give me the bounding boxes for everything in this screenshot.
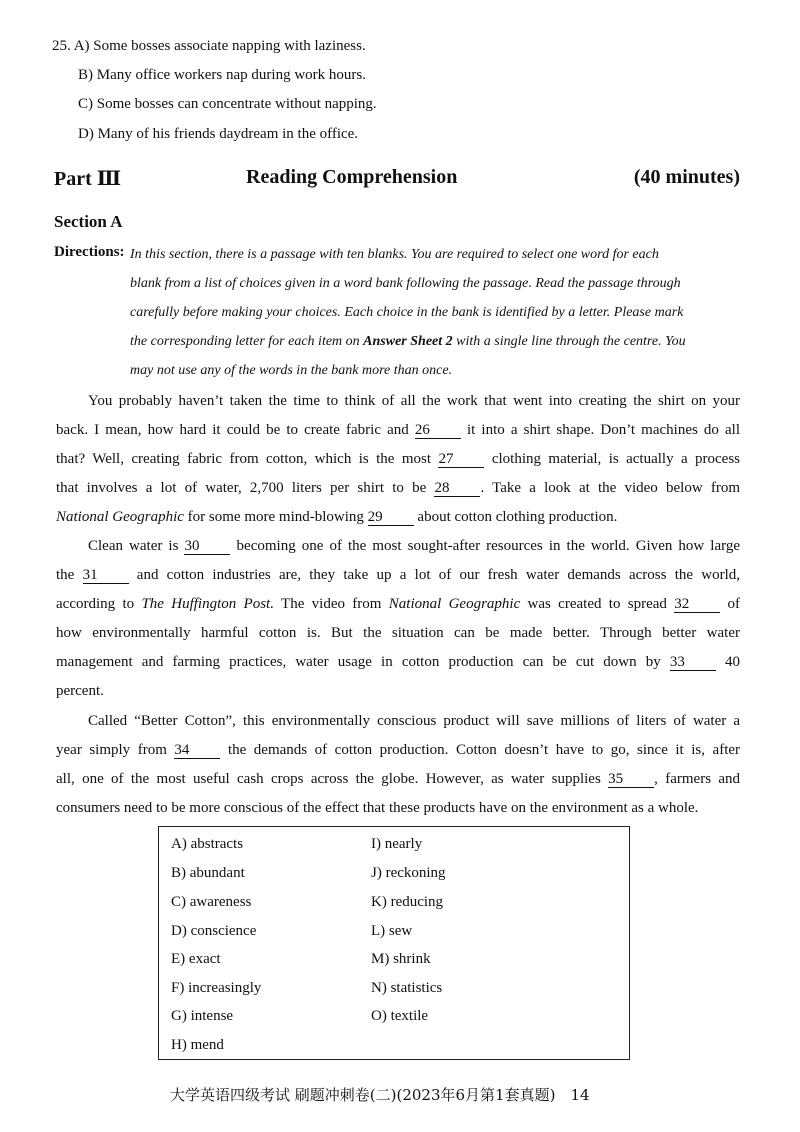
source-name: National Geographic xyxy=(388,596,521,612)
word-bank xyxy=(158,826,630,1060)
passage-line: how environmentally harmful cotton is. But the situation can be made better. Through better water xyxy=(56,625,740,641)
word-bank-item: D) conscience xyxy=(171,923,257,939)
blank-27: 27 xyxy=(438,452,484,468)
part-time: (40 minutes) xyxy=(633,166,740,188)
part-title: Reading Comprehension xyxy=(246,166,458,188)
word-bank-item: E) exact xyxy=(171,951,221,967)
word-bank-item: C) awareness xyxy=(171,894,252,910)
passage-line: Called “Better Cotton”, this environmentally conscious product will save millions of liters of water a xyxy=(88,713,740,729)
directions-line: blank from a list of choices given in a word bank following the passage. Read the passage through xyxy=(130,276,681,291)
passage-line: back. I mean, how hard it could be to create fabric and 26 it into a shirt shape. Don’t machines do all xyxy=(56,422,741,438)
source-name: The Huffington Post. xyxy=(141,596,274,612)
passage-line: management and farming practices, water usage in cotton production can be cut down by 33 40 xyxy=(56,654,741,670)
word-bank-item: H) mend xyxy=(171,1037,224,1053)
q25-option-b: B) Many office workers nap during work hours. xyxy=(78,67,366,83)
directions-label: Directions: xyxy=(54,244,125,260)
page-footer: 大学英语四级考试 刷题冲刺卷(二)(2023年6月第1套真题) 14 xyxy=(170,1086,590,1104)
question-number: 25. xyxy=(52,38,71,54)
passage-line: consumers need to be more conscious of the effect that these products have on the environment as a whole. xyxy=(56,800,699,816)
answer-sheet-ref: Answer Sheet 2 xyxy=(363,334,453,349)
passage-line: You probably haven’t taken the time to think of all the work that went into creating the shirt on your xyxy=(88,393,740,409)
passage-line: Clean water is 30 becoming one of the most sought-after resources in the world. Given how large xyxy=(88,538,741,554)
blank-28: 28 xyxy=(434,481,480,497)
q25-option-d: D) Many of his friends daydream in the office. xyxy=(78,126,359,142)
passage-line: all, one of the most useful cash crops across the globe. However, as water supplies 35 , farmers and xyxy=(56,771,741,787)
blank-29: 29 xyxy=(368,510,414,526)
word-bank-item: G) intense xyxy=(171,1008,234,1024)
q25-option-c: C) Some bosses can concentrate without napping. xyxy=(78,96,377,112)
directions-line: may not use any of the words in the bank more than once. xyxy=(130,363,453,378)
passage-line: National Geographic for some more mind-blowing 29 about cotton clothing production. xyxy=(56,509,618,525)
word-bank-item: L) sew xyxy=(371,923,413,939)
directions-line: the corresponding letter for each item on Answer Sheet 2 with a single line through the centre. You xyxy=(130,334,686,349)
word-bank-item: F) increasingly xyxy=(171,980,262,996)
blank-26: 26 xyxy=(415,423,461,439)
word-bank-item: N) statistics xyxy=(371,980,443,996)
passage-line: year simply from 34 the demands of cotton production. Cotton doesn’t have to go, since it is, after xyxy=(56,742,741,758)
passage-line: the 31 and cotton industries are, they take up a lot of our fresh water demands across the world, xyxy=(56,567,740,583)
word-bank-item: A) abstracts xyxy=(171,836,244,852)
q25-option-a: 25. A) Some bosses associate napping with laziness. xyxy=(52,38,366,54)
blank-32: 32 xyxy=(674,597,720,613)
part-header xyxy=(54,166,740,192)
blank-31: 31 xyxy=(83,568,129,584)
blank-35: 35 xyxy=(608,772,654,788)
word-bank-item: B) abundant xyxy=(171,865,245,881)
blank-33: 33 xyxy=(670,655,716,671)
passage-line: that? Well, creating fabric from cotton, which is the most 27 clothing material, is actually a process xyxy=(56,451,741,467)
part-label: Part Ⅲ xyxy=(54,168,122,190)
word-bank-item: M) shrink xyxy=(371,951,431,967)
blank-30: 30 xyxy=(184,539,230,555)
word-bank-item: K) reducing xyxy=(371,894,444,910)
word-bank-item: I) nearly xyxy=(371,836,423,852)
word-bank-item: O) textile xyxy=(371,1008,429,1024)
directions-line: In this section, there is a passage with ten blanks. You are required to select one word for each xyxy=(130,247,659,262)
passage-line: percent. xyxy=(56,683,104,699)
directions-line: carefully before making your choices. Each choice in the bank is identified by a letter. Please mark xyxy=(130,305,684,320)
passage-line: according to The Huffington Post. The video from National Geographic was created to spread 32 of xyxy=(56,596,741,612)
section-title: Section A xyxy=(54,212,123,231)
blank-34: 34 xyxy=(174,743,220,759)
passage-line: that involves a lot of water, 2,700 liters per shirt to be 28 . Take a look at the video below from xyxy=(56,480,740,496)
source-name: National Geographic xyxy=(56,509,184,525)
word-bank-item: J) reckoning xyxy=(371,865,446,881)
